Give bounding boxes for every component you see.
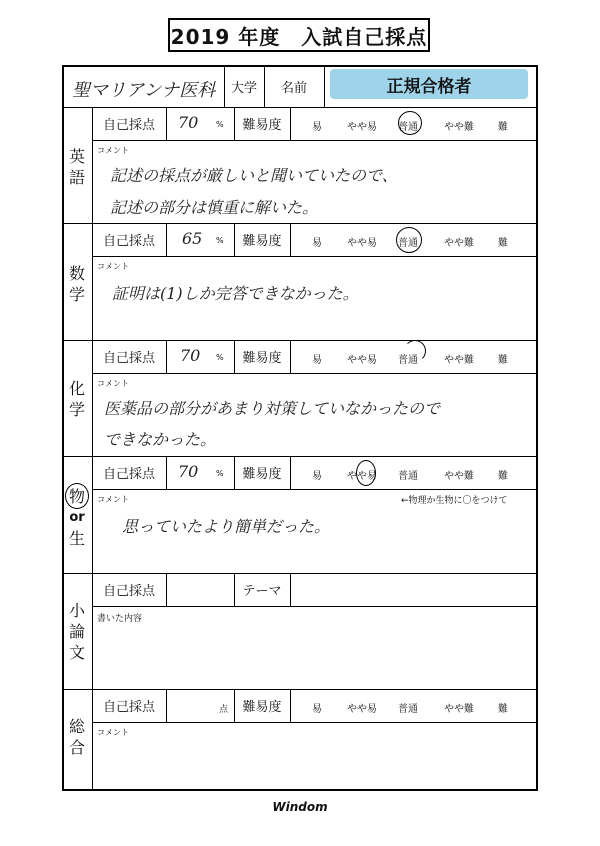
difficulty-somewhat-easy: やや易 <box>347 704 377 715</box>
difficulty-somewhat-hard: やや難 <box>444 704 474 715</box>
divider <box>290 223 291 256</box>
selected-difficulty-circle <box>396 227 422 253</box>
difficulty-hard: 難 <box>498 355 508 366</box>
self-score-label: 自己採点 <box>102 584 155 599</box>
difficulty-label: 難易度 <box>242 118 282 133</box>
divider <box>92 373 538 374</box>
difficulty-somewhat-hard: やや難 <box>444 355 474 366</box>
divider <box>92 256 538 257</box>
self-score-label: 自己採点 <box>102 118 155 133</box>
self-score-label: 自己採点 <box>102 234 155 249</box>
difficulty-easy: 易 <box>312 238 322 249</box>
difficulty-hard: 難 <box>498 238 508 249</box>
chemistry-comment-line-1: 医薬品の部分があまり対策していなかったので <box>104 399 441 418</box>
selected-subject-circle <box>65 483 89 509</box>
math-score: 65 <box>182 229 203 248</box>
result-badge: 正規合格者 <box>330 69 528 99</box>
difficulty-normal: 普通 <box>398 238 418 249</box>
subject-label-essay: 小 論 文 <box>68 601 85 662</box>
divider <box>166 107 167 140</box>
subject-label-physics-or-biology: 物 or 生 <box>68 487 85 548</box>
english-comment-line-2: 記述の部分は慎重に解いた。 <box>110 198 319 217</box>
selected-difficulty-circle <box>404 340 426 362</box>
difficulty-label: 難易度 <box>242 467 282 482</box>
university-label: 大学 <box>230 81 257 96</box>
difficulty-label: 難易度 <box>242 700 282 715</box>
english-comment-line-1: 記述の採点が厳しいと聞いていたので、 <box>110 166 398 185</box>
comment-label: コメント <box>97 495 129 504</box>
self-score-label: 自己採点 <box>102 351 155 366</box>
difficulty-normal: 普通 <box>398 122 418 133</box>
chemistry-score: 70 <box>180 346 201 365</box>
divider <box>290 340 291 373</box>
self-score-label: 自己採点 <box>102 700 155 715</box>
divider <box>166 689 167 722</box>
selected-difficulty-circle <box>398 111 422 135</box>
difficulty-easy: 易 <box>312 122 322 133</box>
divider <box>290 689 291 722</box>
university-name: 聖マリアンナ医科 <box>72 80 216 101</box>
comment-label: コメント <box>97 379 129 388</box>
difficulty-label: 難易度 <box>242 234 282 249</box>
physbio-comment-line-1: 思っていたより簡単だった。 <box>122 517 331 536</box>
divider <box>166 340 167 373</box>
divider <box>324 66 325 107</box>
difficulty-normal: 普通 <box>398 355 418 366</box>
difficulty-normal: 普通 <box>398 704 418 715</box>
comment-label: コメント <box>97 146 129 155</box>
difficulty-somewhat-easy: やや易 <box>347 471 377 482</box>
theme-label: テーマ <box>242 584 282 599</box>
subject-label-chemistry: 化 学 <box>68 379 85 419</box>
english-score: 70 <box>178 113 199 132</box>
subject-label-english: 英 語 <box>68 147 85 187</box>
written-content-label: 書いた内容 <box>97 614 143 624</box>
percent-label: % <box>216 120 224 129</box>
math-comment-line-1: 証明は(1)しか完答できなかった。 <box>112 284 359 303</box>
name-label: 名前 <box>280 81 307 96</box>
difficulty-somewhat-easy: やや易 <box>347 122 377 133</box>
divider <box>166 573 167 606</box>
chemistry-comment-line-2: できなかった。 <box>104 430 217 449</box>
difficulty-normal: 普通 <box>398 471 418 482</box>
physics-or-biology-note: ←物理か生物に〇をつけて <box>401 496 508 506</box>
footer-brand: Windom <box>272 800 328 814</box>
points-label: 点 <box>219 705 229 715</box>
percent-label: % <box>216 469 224 478</box>
divider <box>92 489 538 490</box>
divider <box>290 573 291 606</box>
difficulty-somewhat-easy: やや易 <box>347 355 377 366</box>
difficulty-somewhat-easy: やや易 <box>347 238 377 249</box>
percent-label: % <box>216 353 224 362</box>
divider <box>92 606 538 607</box>
selected-difficulty-circle <box>356 460 376 486</box>
comment-label: コメント <box>97 262 129 271</box>
difficulty-somewhat-hard: やや難 <box>444 238 474 249</box>
difficulty-easy: 易 <box>312 471 322 482</box>
divider <box>290 107 291 140</box>
subject-label-math: 数 学 <box>68 264 85 304</box>
difficulty-hard: 難 <box>498 122 508 133</box>
divider <box>166 223 167 256</box>
percent-label: % <box>216 236 224 245</box>
difficulty-label: 難易度 <box>242 351 282 366</box>
difficulty-somewhat-hard: やや難 <box>444 471 474 482</box>
divider <box>166 456 167 489</box>
physbio-score: 70 <box>178 462 199 481</box>
subject-label-overall: 総 合 <box>68 717 85 757</box>
page-title: 2019 年度 入試自己採点 <box>168 18 430 52</box>
difficulty-hard: 難 <box>498 471 508 482</box>
difficulty-easy: 易 <box>312 355 322 366</box>
self-score-label: 自己採点 <box>102 467 155 482</box>
difficulty-easy: 易 <box>312 704 322 715</box>
difficulty-somewhat-hard: やや難 <box>444 122 474 133</box>
difficulty-hard: 難 <box>498 704 508 715</box>
divider <box>92 140 538 141</box>
divider <box>92 722 538 723</box>
divider <box>290 456 291 489</box>
comment-label: コメント <box>97 728 129 737</box>
